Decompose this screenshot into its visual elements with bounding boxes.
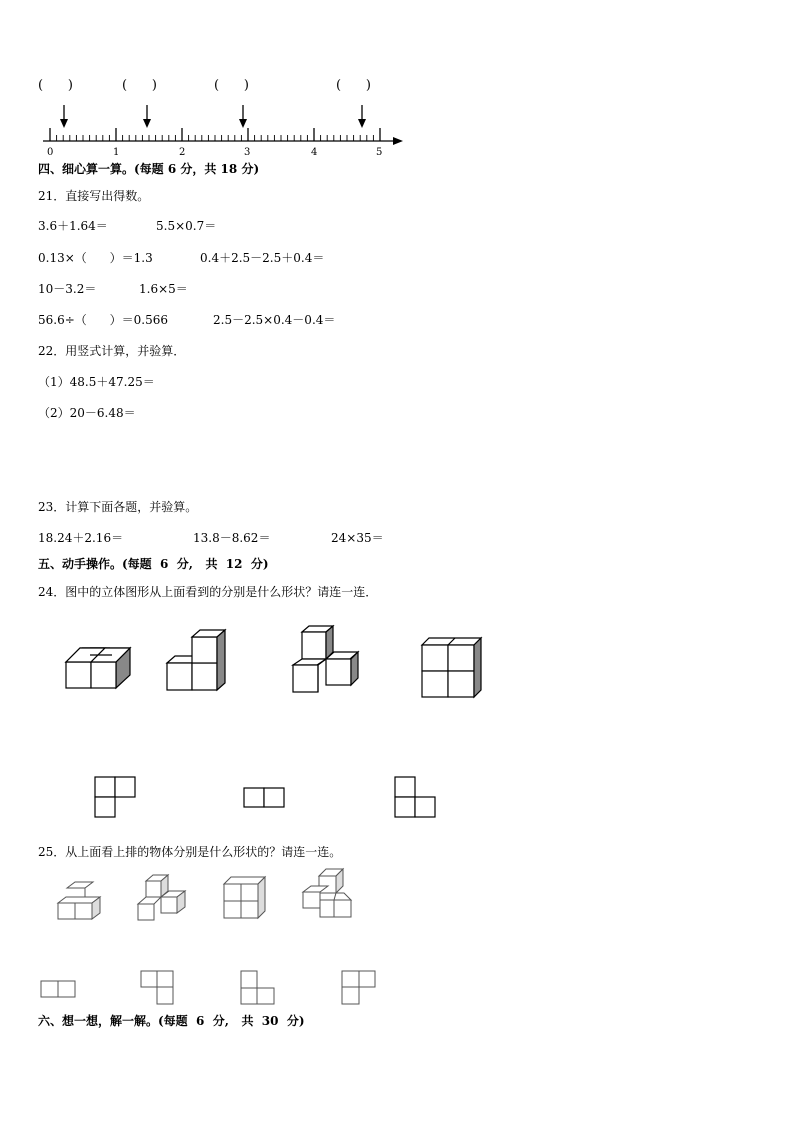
q24-solid-2 [167,630,225,690]
q25-solid-2 [138,875,185,920]
blank-2[interactable]: ( ) [122,78,157,93]
q21-r3-b: 1.6×5＝ [139,282,188,296]
q21-r4-b: 2.5－2.5×0.4－0.4＝ [213,313,336,327]
q25-solid-1 [58,882,100,919]
q25-view-4 [342,971,375,1004]
blank-1[interactable]: ( ) [38,78,73,93]
q22-title: 22．用竖式计算，并验算． [38,344,186,358]
q22-item-2: （2）20－6.48＝ [38,406,136,420]
q25-solid-4 [303,869,351,917]
blank-4[interactable]: ( ) [336,78,371,93]
tick-label-4: 4 [311,147,318,158]
q24-solid-3 [293,626,358,692]
q23-item-2: 13.8－8.62＝ [193,531,271,545]
q25-view-3 [241,971,274,1004]
q21-r2-b: 0.4＋2.5－2.5＋0.4＝ [200,251,325,265]
q24-solid-1 [66,648,130,688]
q25-solid-3 [224,877,265,918]
q25-title: 25．从上面看上排的物体分别是什么形状的？请连一连。 [38,845,342,859]
blank-3[interactable]: ( ) [214,78,249,93]
q21-title: 21．直接写出得数。 [38,189,150,203]
q25-view-1 [41,981,75,997]
tick-label-3: 3 [244,147,251,158]
q21-r2-a: 0.13×（ ）＝1.3 [38,251,153,265]
q24-title: 24．图中的立体图形从上面看到的分别是什么形状？请连一连． [38,585,378,599]
q21-r3-a: 10－3.2＝ [38,282,97,296]
section6-title: 六、想一想，解一解。(每题 6 分, 共 30 分) [38,1014,305,1028]
section4-title: 四、细心算一算。(每题 6 分，共 18 分) [38,162,260,176]
tick-label-0: 0 [47,147,54,158]
q23-item-1: 18.24＋2.16＝ [38,531,124,545]
q23-item-3: 24×35＝ [331,531,384,545]
tick-label-1: 1 [113,147,120,158]
q21-r1-a: 3.6＋1.64＝ [38,219,108,233]
q21-r1-b: 5.5×0.7＝ [156,219,217,233]
q22-item-1: （1）48.5＋47.25＝ [38,375,155,389]
q25-view-2 [141,971,173,1004]
tick-label-2: 2 [179,147,186,158]
q24-view-1 [95,777,135,817]
q23-title: 23．计算下面各题，并验算。 [38,500,198,514]
section5-title: 五、动手操作。(每题 6 分, 共 12 分) [38,557,269,571]
q21-r4-a: 56.6÷（ ）＝0.566 [38,313,169,327]
q24-view-3 [395,777,435,817]
tick-label-5: 5 [376,147,383,158]
q24-view-2 [244,788,284,807]
q24-solid-4 [422,638,481,697]
